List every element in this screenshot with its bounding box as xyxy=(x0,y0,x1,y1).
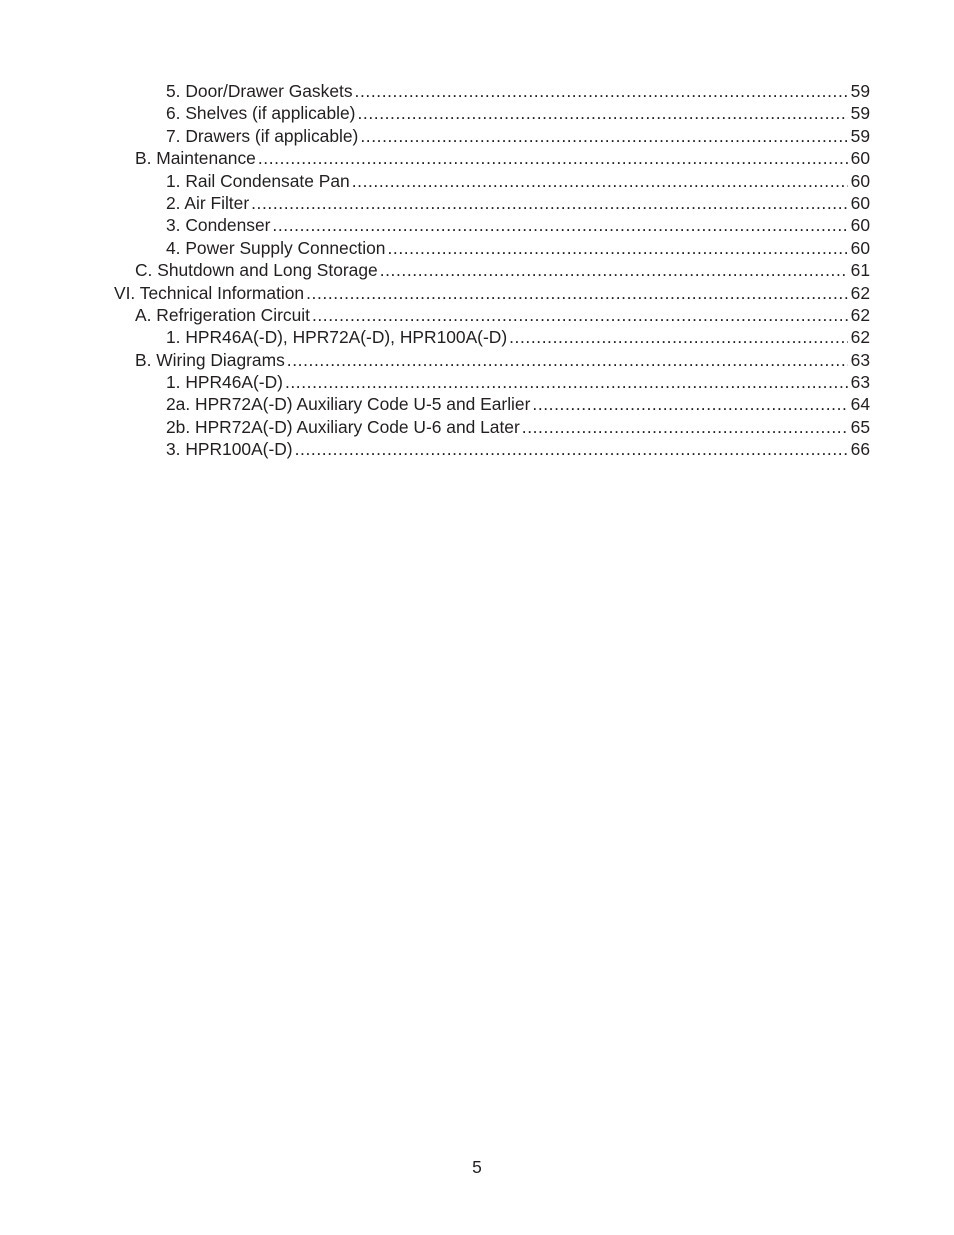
dot-leader xyxy=(287,349,848,371)
toc-entry-page: 59 xyxy=(850,125,870,146)
toc-entry[interactable] xyxy=(0,349,954,371)
toc-entry-page: 61 xyxy=(850,260,870,281)
toc-entry[interactable] xyxy=(0,259,954,281)
toc-entry[interactable] xyxy=(0,237,954,259)
toc-entry-label: 7. Drawers (if applicable) xyxy=(166,125,359,146)
dot-leader xyxy=(272,214,847,236)
toc-entry-page: 60 xyxy=(850,237,870,258)
toc-entry-label: 5. Door/Drawer Gaskets xyxy=(166,81,353,101)
toc-entry[interactable] xyxy=(0,326,954,348)
toc-entry-page: 59 xyxy=(850,103,870,124)
toc-entry-page: 60 xyxy=(850,148,870,169)
toc-entry-page: 65 xyxy=(850,416,870,437)
toc-entry[interactable] xyxy=(0,304,954,326)
dot-leader xyxy=(380,259,848,281)
toc-entry[interactable] xyxy=(0,125,954,147)
toc-entry[interactable] xyxy=(0,438,954,460)
dot-leader xyxy=(522,416,848,438)
dot-leader xyxy=(258,147,848,169)
toc-entry[interactable] xyxy=(0,102,954,124)
dot-leader xyxy=(360,125,847,147)
toc-entry-label: B. Wiring Diagrams xyxy=(135,349,285,370)
toc-entry-page: 59 xyxy=(850,81,870,101)
toc-entry[interactable] xyxy=(0,393,954,415)
toc-entry-label: 2a. HPR72A(-D) Auxiliary Code U-5 and Earlier xyxy=(166,394,531,415)
toc-entry-page: 60 xyxy=(850,192,870,213)
toc-entry-page: 63 xyxy=(850,372,870,393)
dot-leader xyxy=(295,438,848,460)
toc-entry-label: 6. Shelves (if applicable) xyxy=(166,103,356,124)
toc-entry[interactable] xyxy=(0,147,954,169)
toc-entry-label: 1. HPR46A(-D), HPR72A(-D), HPR100A(-D) xyxy=(166,327,508,348)
toc-entry[interactable] xyxy=(0,282,954,304)
toc-entry-label: 1. Rail Condensate Pan xyxy=(166,170,350,191)
dot-leader xyxy=(306,282,848,304)
page-number: 5 xyxy=(472,1157,482,1177)
toc-entry-label: 3. HPR100A(-D) xyxy=(166,439,293,460)
dot-leader xyxy=(312,304,848,326)
toc-entry[interactable] xyxy=(0,192,954,214)
toc-entry-label: C. Shutdown and Long Storage xyxy=(135,260,378,281)
toc-entry-label: A. Refrigeration Circuit xyxy=(135,304,310,325)
toc-entry-label: 4. Power Supply Connection xyxy=(166,237,386,258)
toc-entry-label: 2b. HPR72A(-D) Auxiliary Code U-6 and Later xyxy=(166,416,520,437)
toc-entry-label: 3. Condenser xyxy=(166,215,271,236)
dot-leader xyxy=(251,192,848,214)
dot-leader xyxy=(355,80,848,102)
toc-entry[interactable] xyxy=(0,80,954,102)
toc-entry[interactable] xyxy=(0,416,954,438)
toc-entry-page: 62 xyxy=(850,282,870,303)
toc-entry-page: 64 xyxy=(850,394,870,415)
toc-entry-page: 62 xyxy=(850,304,870,325)
toc-entry[interactable] xyxy=(0,371,954,393)
dot-leader xyxy=(357,102,847,124)
dot-leader xyxy=(532,393,847,415)
toc-entry-page: 60 xyxy=(850,215,870,236)
dot-leader xyxy=(285,371,848,393)
toc-entry-page: 62 xyxy=(850,327,870,348)
toc-entry-label: B. Maintenance xyxy=(135,148,256,169)
toc-entry-label: 2. Air Filter xyxy=(166,192,250,213)
toc-entry-page: 66 xyxy=(850,439,870,460)
dot-leader xyxy=(509,326,848,348)
table-of-contents xyxy=(0,80,954,461)
toc-entry-page: 63 xyxy=(850,349,870,370)
toc-entry-page: 60 xyxy=(850,170,870,191)
toc-entry[interactable] xyxy=(0,214,954,236)
dot-leader xyxy=(387,237,847,259)
toc-entry-label: VI. Technical Information xyxy=(114,282,305,303)
toc-entry-label: 1. HPR46A(-D) xyxy=(166,372,283,393)
toc-entry[interactable] xyxy=(0,170,954,192)
dot-leader xyxy=(352,170,848,192)
